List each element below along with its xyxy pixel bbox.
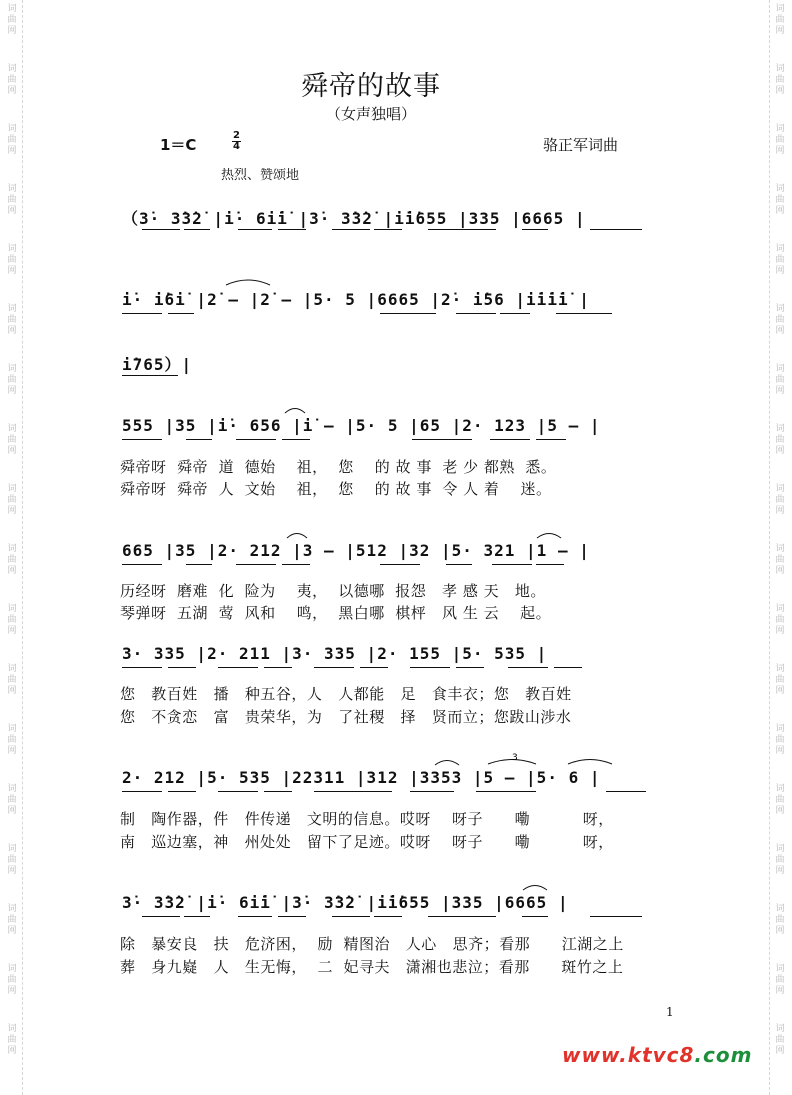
- watermark-char: 词: [775, 244, 785, 254]
- watermark-char: 网: [775, 686, 785, 696]
- watermark-char: 曲: [775, 195, 785, 205]
- watermark-char: 网: [7, 206, 17, 216]
- watermark-char: 网: [7, 326, 17, 336]
- score-line-1: （3̇· 3̇3̇2̇ |i̇· 6i̇i̇ |3̇· 3̇3̇2̇ |i̇i̇655 |335 |6665 |: [122, 209, 586, 228]
- watermark-char: 曲: [775, 315, 785, 325]
- score-line-4: 555 |35 |i̇· 656 |i̇ – |5· 5 |65 |2· 123 |5 – |: [122, 416, 601, 435]
- lyrics-line-8-verse-1: 除 暴安良 扶 危济困， 励 精图治 人心 思齐；看那 江湖之上: [120, 935, 624, 953]
- watermark-char: 词: [775, 964, 785, 974]
- watermark-char: 网: [775, 566, 785, 576]
- lyrics-line-4-verse-2: 舜帝呀 舜帝 人 文始 祖， 您 的 故 事 令 人 着 迷。: [120, 480, 552, 498]
- watermark-char: 网: [7, 386, 17, 396]
- key-signature: 1＝C: [160, 136, 197, 154]
- watermark-char: 词: [7, 604, 17, 614]
- watermark-char: 词: [775, 484, 785, 494]
- watermark-char: 曲: [775, 555, 785, 565]
- watermark-char: 曲: [7, 1035, 17, 1045]
- watermark-char: 网: [775, 266, 785, 276]
- watermark-char: 词: [7, 904, 17, 914]
- time-signature-bottom: 4: [233, 141, 240, 152]
- watermark-char: 网: [775, 326, 785, 336]
- watermark-char: 词: [775, 304, 785, 314]
- watermark-char: 网: [775, 206, 785, 216]
- watermark-char: 词: [7, 784, 17, 794]
- watermark-char: 曲: [775, 375, 785, 385]
- watermark-char: 网: [775, 446, 785, 456]
- site-watermark-logo: [562, 1043, 752, 1067]
- watermark-char: 网: [775, 1046, 785, 1056]
- watermark-char: 网: [7, 266, 17, 276]
- score-line-6: 3· 335 |2· 211 |3· 335 |2· 155 |5· 535 |: [122, 644, 548, 663]
- watermark-char: 词: [775, 724, 785, 734]
- tie-slur: [287, 534, 307, 539]
- lyrics-line-4-verse-1: 舜帝呀 舜帝 道 德始 祖， 您 的 故 事 老 少 都熟 悉。: [120, 458, 557, 476]
- watermark-char: 曲: [775, 435, 785, 445]
- watermark-char: 曲: [775, 15, 785, 25]
- watermark-char: 曲: [7, 615, 17, 625]
- watermark-char: 网: [775, 866, 785, 876]
- watermark-char: 曲: [7, 255, 17, 265]
- lyrics-line-5-verse-1: 历经呀 磨难 化 险为 夷， 以德哪 报怨 孝 感 天 地。: [120, 582, 546, 600]
- watermark-char: 网: [775, 926, 785, 936]
- watermark-char: 网: [7, 446, 17, 456]
- watermark-char: 词: [775, 4, 785, 14]
- site-logo-part2: ktvc8: [627, 1043, 695, 1067]
- watermark-char: 曲: [775, 975, 785, 985]
- watermark-char: 网: [7, 1046, 17, 1056]
- watermark-char: 词: [7, 184, 17, 194]
- site-logo-part1: www.: [562, 1043, 628, 1067]
- watermark-char: 曲: [7, 435, 17, 445]
- watermark-char: 词: [7, 724, 17, 734]
- watermark-char: 网: [775, 746, 785, 756]
- watermark-char: 网: [775, 386, 785, 396]
- tie-slur: [568, 760, 612, 765]
- watermark-char: 曲: [7, 75, 17, 85]
- watermark-char: 网: [7, 26, 17, 36]
- watermark-char: 网: [7, 566, 17, 576]
- page-number: 1: [666, 1005, 674, 1019]
- watermark-char: 曲: [7, 375, 17, 385]
- watermark-char: 曲: [7, 675, 17, 685]
- watermark-char: 网: [7, 86, 17, 96]
- tie-slur: [435, 761, 459, 766]
- watermark-char: 曲: [7, 915, 17, 925]
- tie-slur: [537, 534, 561, 539]
- watermark-char: 曲: [775, 615, 785, 625]
- watermark-char: 网: [775, 146, 785, 156]
- watermark-char: 词: [7, 844, 17, 854]
- watermark-char: 曲: [7, 195, 17, 205]
- watermark-char: 词: [775, 124, 785, 134]
- site-logo-part3: .com: [694, 1043, 753, 1067]
- watermark-char: 词: [7, 484, 17, 494]
- watermark-char: 词: [775, 904, 785, 914]
- watermark-char: 词: [775, 664, 785, 674]
- lyrics-line-7-verse-1: 制 陶作器，件 件传递 文明的信息。哎呀 呀子 嘞 呀，: [120, 810, 614, 828]
- watermark-char: 网: [7, 686, 17, 696]
- watermark-char: 网: [775, 986, 785, 996]
- watermark-char: 词: [775, 844, 785, 854]
- watermark-char: 曲: [775, 75, 785, 85]
- watermark-char: 曲: [7, 495, 17, 505]
- watermark-char: 词: [775, 1024, 785, 1034]
- watermark-char: 网: [7, 986, 17, 996]
- watermark-char: 曲: [7, 975, 17, 985]
- lyrics-line-7-verse-2: 南 巡边塞，神 州处处 留下了足迹。哎呀 呀子 嘞 呀，: [120, 833, 614, 851]
- watermark-char: 网: [775, 806, 785, 816]
- watermark-char: 词: [775, 184, 785, 194]
- score-line-5: 665 |35 |2· 212 |3 – |512 |32 |5· 321 |1 – |: [122, 541, 590, 560]
- watermark-char: 曲: [775, 135, 785, 145]
- tempo-marking: 热烈、赞颂地: [221, 168, 300, 183]
- watermark-char: 词: [775, 364, 785, 374]
- composer-credit: 骆正军词曲: [543, 136, 619, 154]
- score-line-8: 3̇· 3̇3̇2̇ |i̇· 6i̇i̇ |3̇· 3̇3̇2̇ |i̇i̇655 |335 |6665 |: [122, 893, 569, 912]
- song-title: 舜帝的故事: [301, 71, 441, 102]
- watermark-char: 网: [775, 86, 785, 96]
- song-subtitle: （女声独唱）: [325, 105, 416, 123]
- watermark-char: 词: [7, 664, 17, 674]
- watermark-char: 词: [7, 1024, 17, 1034]
- watermark-char: 词: [7, 304, 17, 314]
- lyrics-line-6-verse-2: 您 不贪恋 富 贵荣华，为 了社稷 择 贤而立；您跋山涉水: [120, 708, 572, 726]
- watermark-char: 曲: [775, 495, 785, 505]
- watermark-char: 词: [7, 364, 17, 374]
- watermark-char: 词: [7, 244, 17, 254]
- score-line-2: i̇· i̇6i̇ |2̇ – |2̇ – |5· 5 |6665 |2̇· i̇56 |i̇i̇i̇i̇ |: [122, 290, 590, 309]
- watermark-char: 词: [7, 124, 17, 134]
- watermark-char: 网: [775, 506, 785, 516]
- watermark-char: 曲: [7, 555, 17, 565]
- watermark-char: 词: [7, 424, 17, 434]
- watermark-char: 词: [775, 424, 785, 434]
- watermark-char: 网: [7, 806, 17, 816]
- watermark-char: 曲: [775, 915, 785, 925]
- lyrics-line-6-verse-1: 您 教百姓 播 种五谷，人 人都能 足 食丰衣；您 教百姓: [120, 685, 572, 703]
- watermark-char: 曲: [775, 855, 785, 865]
- watermark-char: 曲: [775, 255, 785, 265]
- watermark-char: 词: [775, 604, 785, 614]
- watermark-char: 词: [7, 544, 17, 554]
- watermark-char: 网: [7, 746, 17, 756]
- tie-slur: [523, 886, 547, 891]
- tie-slur: [226, 280, 270, 285]
- triplet-mark: 3: [512, 753, 518, 763]
- watermark-char: 词: [775, 64, 785, 74]
- watermark-char: 曲: [775, 675, 785, 685]
- watermark-char: 曲: [7, 315, 17, 325]
- score-line-3: i̇765）|: [122, 355, 193, 374]
- lyrics-line-5-verse-2: 琴弹呀 五湖 莺 风和 鸣， 黑白哪 棋枰 风 生 云 起。: [120, 604, 552, 622]
- watermark-char: 曲: [775, 735, 785, 745]
- watermark-char: 曲: [7, 135, 17, 145]
- watermark-char: 网: [7, 626, 17, 636]
- watermark-char: 曲: [7, 855, 17, 865]
- watermark-char: 网: [7, 866, 17, 876]
- watermark-char: 网: [775, 26, 785, 36]
- tie-slur: [285, 409, 305, 414]
- watermark-char: 网: [7, 146, 17, 156]
- watermark-char: 词: [775, 784, 785, 794]
- watermark-char: 曲: [7, 795, 17, 805]
- watermark-char: 网: [7, 926, 17, 936]
- watermark-char: 曲: [775, 1035, 785, 1045]
- watermark-char: 网: [775, 626, 785, 636]
- watermark-char: 曲: [775, 795, 785, 805]
- watermark-char: 词: [7, 964, 17, 974]
- lyrics-line-8-verse-2: 葬 身九嶷 人 生无悔， 二 妃寻夫 潇湘也悲泣；看那 斑竹之上: [120, 958, 624, 976]
- watermark-char: 网: [7, 506, 17, 516]
- watermark-char: 词: [7, 64, 17, 74]
- watermark-char: 曲: [7, 735, 17, 745]
- watermark-char: 词: [7, 4, 17, 14]
- score-line-7: 2· 212 |5· 535 |22311 |312 |3353 |5 – |5· 6 |: [122, 768, 601, 787]
- watermark-char: 曲: [7, 15, 17, 25]
- time-signature-top: 2: [233, 130, 240, 141]
- watermark-char: 词: [775, 544, 785, 554]
